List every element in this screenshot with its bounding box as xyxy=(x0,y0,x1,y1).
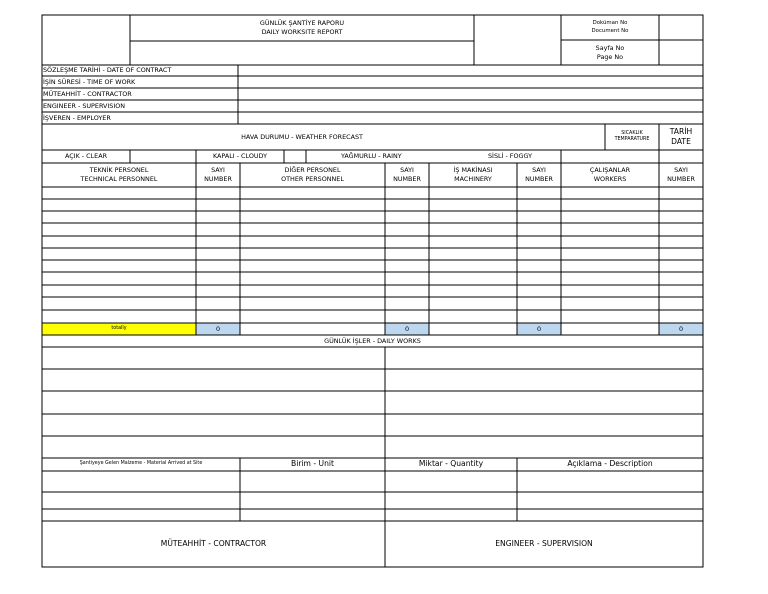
document-no-en: Document No xyxy=(591,27,629,34)
engineer-label: ENGINEER - SUPERVISION xyxy=(43,101,126,110)
weather-clear-label: AÇIK - CLEAR xyxy=(64,152,108,161)
other-count-en: NUMBER xyxy=(393,175,421,183)
page-no-tr: Sayfa No xyxy=(595,43,625,52)
work-duration-label: İŞİN SÜRESİ - TIME OF WORK xyxy=(43,77,136,86)
weather-rainy-label: YAĞMURLU - RAINY xyxy=(341,152,402,161)
temperature-tr: SICAKLIK xyxy=(621,130,643,136)
technical-total: 0 xyxy=(196,323,240,335)
page-no-en: Page No xyxy=(596,52,624,61)
daily-works-title: GÜNLÜK İŞLER - DAILY WORKS xyxy=(324,336,421,345)
machinery-tr: İŞ MAKİNASI xyxy=(453,166,493,175)
workers-count-tr: SAYI xyxy=(674,166,688,175)
technical-count-tr: SAYI xyxy=(211,166,225,175)
date-en: DATE xyxy=(671,137,691,146)
weather-cloudy-label: KAPALI - CLOUDY xyxy=(212,152,268,161)
contractor-label: MÜTEAHHİT - CONTRACTOR xyxy=(43,89,132,98)
contractor-signature: MÜTEAHHİT - CONTRACTOR xyxy=(160,538,267,548)
description-header: Açıklama - Description xyxy=(567,459,653,469)
machinery-count-tr: SAYI xyxy=(532,166,546,175)
document-no-tr: Doküman No xyxy=(592,20,628,27)
engineer-signature: ENGINEER - SUPERVISION xyxy=(495,538,593,548)
report-title-en: DAILY WORKSITE REPORT xyxy=(261,28,343,36)
technical-personnel-en: TECHNICAL PERSONNEL xyxy=(80,175,158,183)
other-total: 0 xyxy=(385,323,429,335)
employer-label: İŞVEREN - EMPLOYER xyxy=(43,113,111,122)
machinery-en: MACHINERY xyxy=(454,175,492,183)
machinery-count-en: NUMBER xyxy=(525,175,553,183)
machinery-total: 0 xyxy=(517,323,561,335)
date-tr: TARİH xyxy=(669,126,693,136)
contract-date-label: SÖZLEŞME TARİHİ - DATE OF CONTRACT xyxy=(43,66,172,75)
other-personnel-en: OTHER PERSONNEL xyxy=(281,175,344,183)
workers-count-en: NUMBER xyxy=(667,175,695,183)
other-count-tr: SAYI xyxy=(400,166,414,175)
totals-label: totally xyxy=(42,323,196,335)
weather-title: HAVA DURUMU - WEATHER FORECAST xyxy=(241,132,363,141)
unit-header: Birim - Unit xyxy=(291,459,334,469)
quantity-header: Miktar - Quantity xyxy=(418,459,484,469)
material-arrived-header: Şantiyeye Gelen Malzeme - Material Arrived at Site xyxy=(79,461,203,467)
technical-count-en: NUMBER xyxy=(204,175,232,183)
report-title-tr: GÜNLÜK ŞANTİYE RAPORU xyxy=(259,19,345,28)
other-personnel-tr: DİĞER PERSONEL xyxy=(284,166,341,175)
workers-en: WORKERS xyxy=(593,175,627,183)
temperature-en: TEMPARATURE xyxy=(614,137,650,142)
workers-total: 0 xyxy=(659,323,703,335)
weather-foggy-label: SİSLİ - FOGGY xyxy=(488,152,533,161)
technical-personnel-tr: TEKNİK PERSONEL xyxy=(89,166,149,175)
workers-tr: ÇALIŞANLAR xyxy=(589,166,631,175)
